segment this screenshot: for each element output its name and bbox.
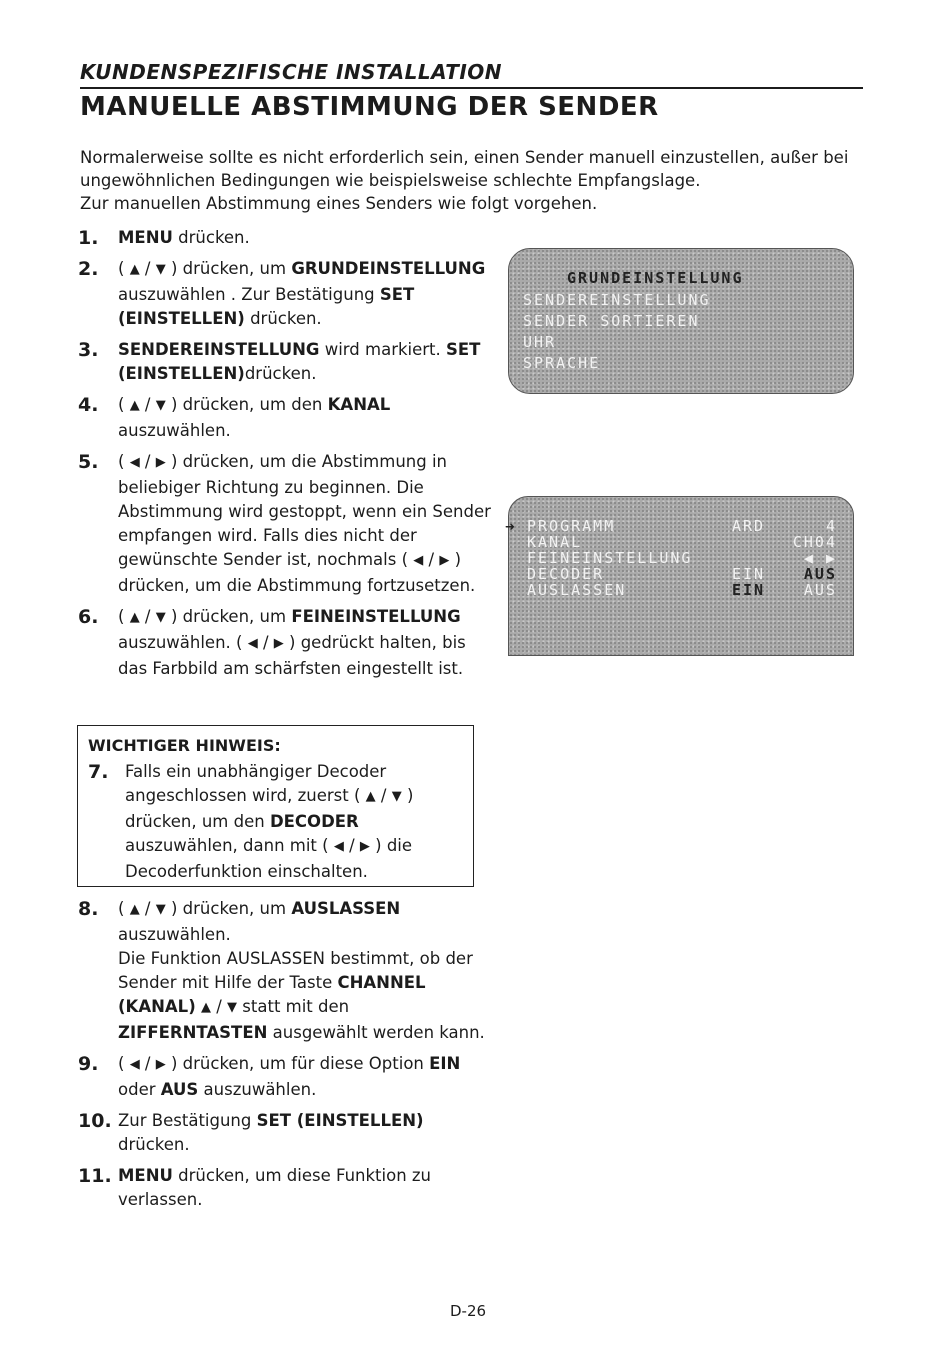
text: ( (118, 259, 130, 278)
osd-channel-menu (505, 496, 854, 656)
step-number: 7. (88, 761, 109, 783)
text: / (423, 550, 440, 569)
keyword: DECODER (269, 812, 359, 831)
down-arrow-icon: ▼ (155, 262, 166, 277)
important-note-box (77, 725, 474, 887)
step-4 (78, 393, 498, 443)
text: ( (118, 607, 130, 626)
step-11 (78, 1164, 498, 1212)
keyword: SET (EINSTELLEN) (256, 1111, 424, 1130)
note-heading: WICHTIGER HINWEIS: (88, 736, 281, 755)
osd-menu-title: GRUNDEINSTELLUNG (567, 269, 744, 287)
osd-row-label: PROGRAMM (527, 517, 616, 535)
osd-setup-menu (508, 248, 854, 394)
up-arrow-icon: ▲ (129, 610, 140, 625)
text: auszuwählen. (118, 925, 231, 944)
step-8 (78, 897, 498, 1045)
step-number: 10. (78, 1110, 112, 1132)
up-arrow-icon: ▲ (129, 902, 140, 917)
keyword: GRUNDEINSTELLUNG (291, 259, 486, 278)
text: ) drücken, um (165, 607, 292, 626)
osd-row-label: DECODER (527, 565, 605, 583)
steps-list-continued (78, 897, 498, 1219)
text: Zur Bestätigung (118, 1111, 257, 1130)
header-rule (80, 87, 863, 89)
text: / (343, 836, 360, 855)
step-text (125, 760, 463, 884)
right-arrow-icon: ▶ (273, 636, 284, 651)
text: Falls ein unabhängiger Decoder angeschlossen wird, zuerst ( (125, 762, 387, 805)
step-7 (88, 760, 463, 884)
osd-row-value: ◀ ▶ (803, 549, 837, 567)
step-number: 5. (78, 451, 99, 473)
osd-menu-item: SPRACHE (523, 354, 601, 372)
step-text (118, 897, 498, 1045)
text: drücken. (244, 364, 317, 383)
step-text (118, 605, 498, 681)
text: statt mit den (237, 997, 350, 1016)
text: ) drücken, um für diese Option (165, 1054, 430, 1073)
text: ( (118, 452, 130, 471)
text: drücken. (244, 309, 322, 328)
keyword: MENU (118, 1166, 173, 1185)
down-arrow-icon: ▼ (155, 902, 166, 917)
keyword: KANAL (327, 395, 391, 414)
step-number: 4. (78, 394, 99, 416)
step-number: 9. (78, 1053, 99, 1075)
text: / (210, 997, 228, 1016)
keyword: SENDEREINSTELLUNG (118, 340, 320, 359)
step-1 (78, 226, 498, 250)
up-arrow-icon: ▲ (365, 789, 376, 804)
page-title: MANUELLE ABSTIMMUNG DER SENDER (80, 92, 659, 122)
left-arrow-icon: ◀ (129, 1057, 140, 1072)
text: / (139, 395, 156, 414)
pointer-arrow-icon: ➜ (505, 517, 517, 536)
keyword: SET (EINSTELLEN) (118, 340, 481, 383)
text: drücken, um diese Funktion zu verlassen. (118, 1166, 432, 1209)
text: / (257, 633, 274, 652)
step-3 (78, 338, 498, 386)
text: auszuwählen, dann mit ( (125, 836, 334, 855)
text: ausgewählt werden kann. (267, 1023, 485, 1042)
step-number: 1. (78, 227, 99, 249)
keyword: AUSLASSEN (291, 899, 401, 918)
step-text (118, 338, 498, 386)
text: auszuwählen. (118, 421, 231, 440)
text: / (139, 607, 156, 626)
page-number: D-26 (450, 1302, 487, 1320)
osd-row-value: EIN (732, 565, 766, 583)
left-arrow-icon: ◀ (333, 839, 344, 854)
text: drücken. (118, 1135, 190, 1154)
step-text (118, 226, 498, 250)
text: ) die Decoderfunktion einschalten. (125, 836, 413, 881)
down-arrow-icon: ▼ (155, 398, 166, 413)
text: / (139, 452, 156, 471)
text: auszuwählen. ( (118, 633, 248, 652)
right-arrow-icon: ▶ (359, 839, 370, 854)
keyword: AUS (160, 1080, 199, 1099)
osd-menu-item: UHR (523, 333, 557, 351)
osd-row-label: AUSLASSEN (527, 581, 627, 599)
keyword: FEINEINSTELLUNG (291, 607, 461, 626)
keyword: MENU (118, 228, 173, 247)
osd-row-auslassen (527, 581, 837, 599)
text: / (139, 259, 156, 278)
text: ) drücken, um (165, 899, 292, 918)
step-6 (78, 605, 498, 681)
keyword: EIN (429, 1054, 461, 1073)
text: ) gedrückt halten, bis das Farbbild am schärfsten eingestellt ist. (118, 633, 466, 678)
text: / (139, 899, 156, 918)
osd-row-label: FEINEINSTELLUNG (527, 549, 693, 567)
step-number: 6. (78, 606, 99, 628)
osd-menu-item: SENDER SORTIEREN (523, 312, 700, 330)
osd-menu-item: SENDEREINSTELLUNG (523, 291, 711, 309)
down-arrow-icon: ▼ (227, 1000, 238, 1015)
text: Die Funktion AUSLASSEN bestimmt, ob der Sender mit Hilfe der Taste (118, 949, 473, 992)
text: ) drücken, um die Abstimmung in beliebiger Richtung zu beginnen. Die Abstimmung wird gestoppt, wenn ein Sender empfangen wird. Falls dies nicht der gewünschte Sender ist, nochmals ( (118, 452, 491, 569)
osd-row-label: KANAL (527, 533, 583, 551)
text: drücken. (172, 228, 250, 247)
osd-row-value: ARD (732, 517, 766, 535)
step-5 (78, 450, 498, 598)
osd-row-value: CH04 (792, 533, 837, 551)
steps-list (78, 226, 498, 688)
text: wird markiert. (319, 340, 447, 359)
text: ( (118, 899, 130, 918)
text: / (139, 1054, 156, 1073)
text: oder (118, 1080, 161, 1099)
intro-paragraph: Normalerweise sollte es nicht erforderlich sein, einen Sender manuell einzustellen, außer bei ungewöhnlichen Bedingungen wie beispielsweise schlechte Empfangslage. (80, 148, 849, 190)
right-arrow-icon: ▶ (155, 1057, 166, 1072)
text: ) drücken, um (165, 259, 292, 278)
step-9 (78, 1052, 498, 1102)
step-number: 3. (78, 339, 99, 361)
right-arrow-icon: ▶ (155, 455, 166, 470)
left-arrow-icon: ◀ (247, 636, 258, 651)
step-number: 2. (78, 258, 99, 280)
keyword: SET (EINSTELLEN) (118, 285, 415, 328)
step-text (118, 1109, 498, 1157)
step-text (118, 1052, 498, 1102)
left-arrow-icon: ◀ (413, 553, 424, 568)
osd-row-value-selected: EIN (732, 581, 766, 599)
text: ) drücken, um die Abstimmung fortzusetzen. (118, 550, 476, 595)
text: ) drücken, um den (125, 786, 414, 831)
text: auszuwählen. (198, 1080, 317, 1099)
osd-row-value: 4 (825, 517, 837, 535)
section-heading: KUNDENSPEZIFISCHE INSTALLATION (80, 60, 503, 84)
intro-paragraph: Zur manuellen Abstimmung eines Senders wie folgt vorgehen. (80, 194, 598, 213)
osd-row-value-selected: AUS (803, 565, 837, 583)
left-arrow-icon: ◀ (129, 455, 140, 470)
step-text (118, 257, 498, 331)
text: ) drücken, um den (165, 395, 328, 414)
right-arrow-icon: ▶ (439, 553, 450, 568)
up-arrow-icon: ▲ (129, 398, 140, 413)
intro-text (80, 146, 870, 215)
step-text (118, 1164, 498, 1212)
keyword: ZIFFERNTASTEN (118, 1023, 268, 1042)
step-number: 8. (78, 898, 99, 920)
osd-row-value: AUS (803, 581, 837, 599)
text: / (375, 786, 392, 805)
step-10 (78, 1109, 498, 1157)
up-arrow-icon: ▲ (129, 262, 140, 277)
down-arrow-icon: ▼ (391, 789, 402, 804)
step-text (118, 393, 498, 443)
step-text (118, 450, 498, 598)
text: auszuwählen . Zur Bestätigung (118, 285, 380, 304)
up-arrow-icon: ▲ (200, 1000, 211, 1015)
text: ( (118, 1054, 130, 1073)
keyword: CHANNEL (KANAL) (118, 973, 426, 1016)
text: ( (118, 395, 130, 414)
step-2 (78, 257, 498, 331)
down-arrow-icon: ▼ (155, 610, 166, 625)
step-number: 11. (78, 1165, 112, 1187)
